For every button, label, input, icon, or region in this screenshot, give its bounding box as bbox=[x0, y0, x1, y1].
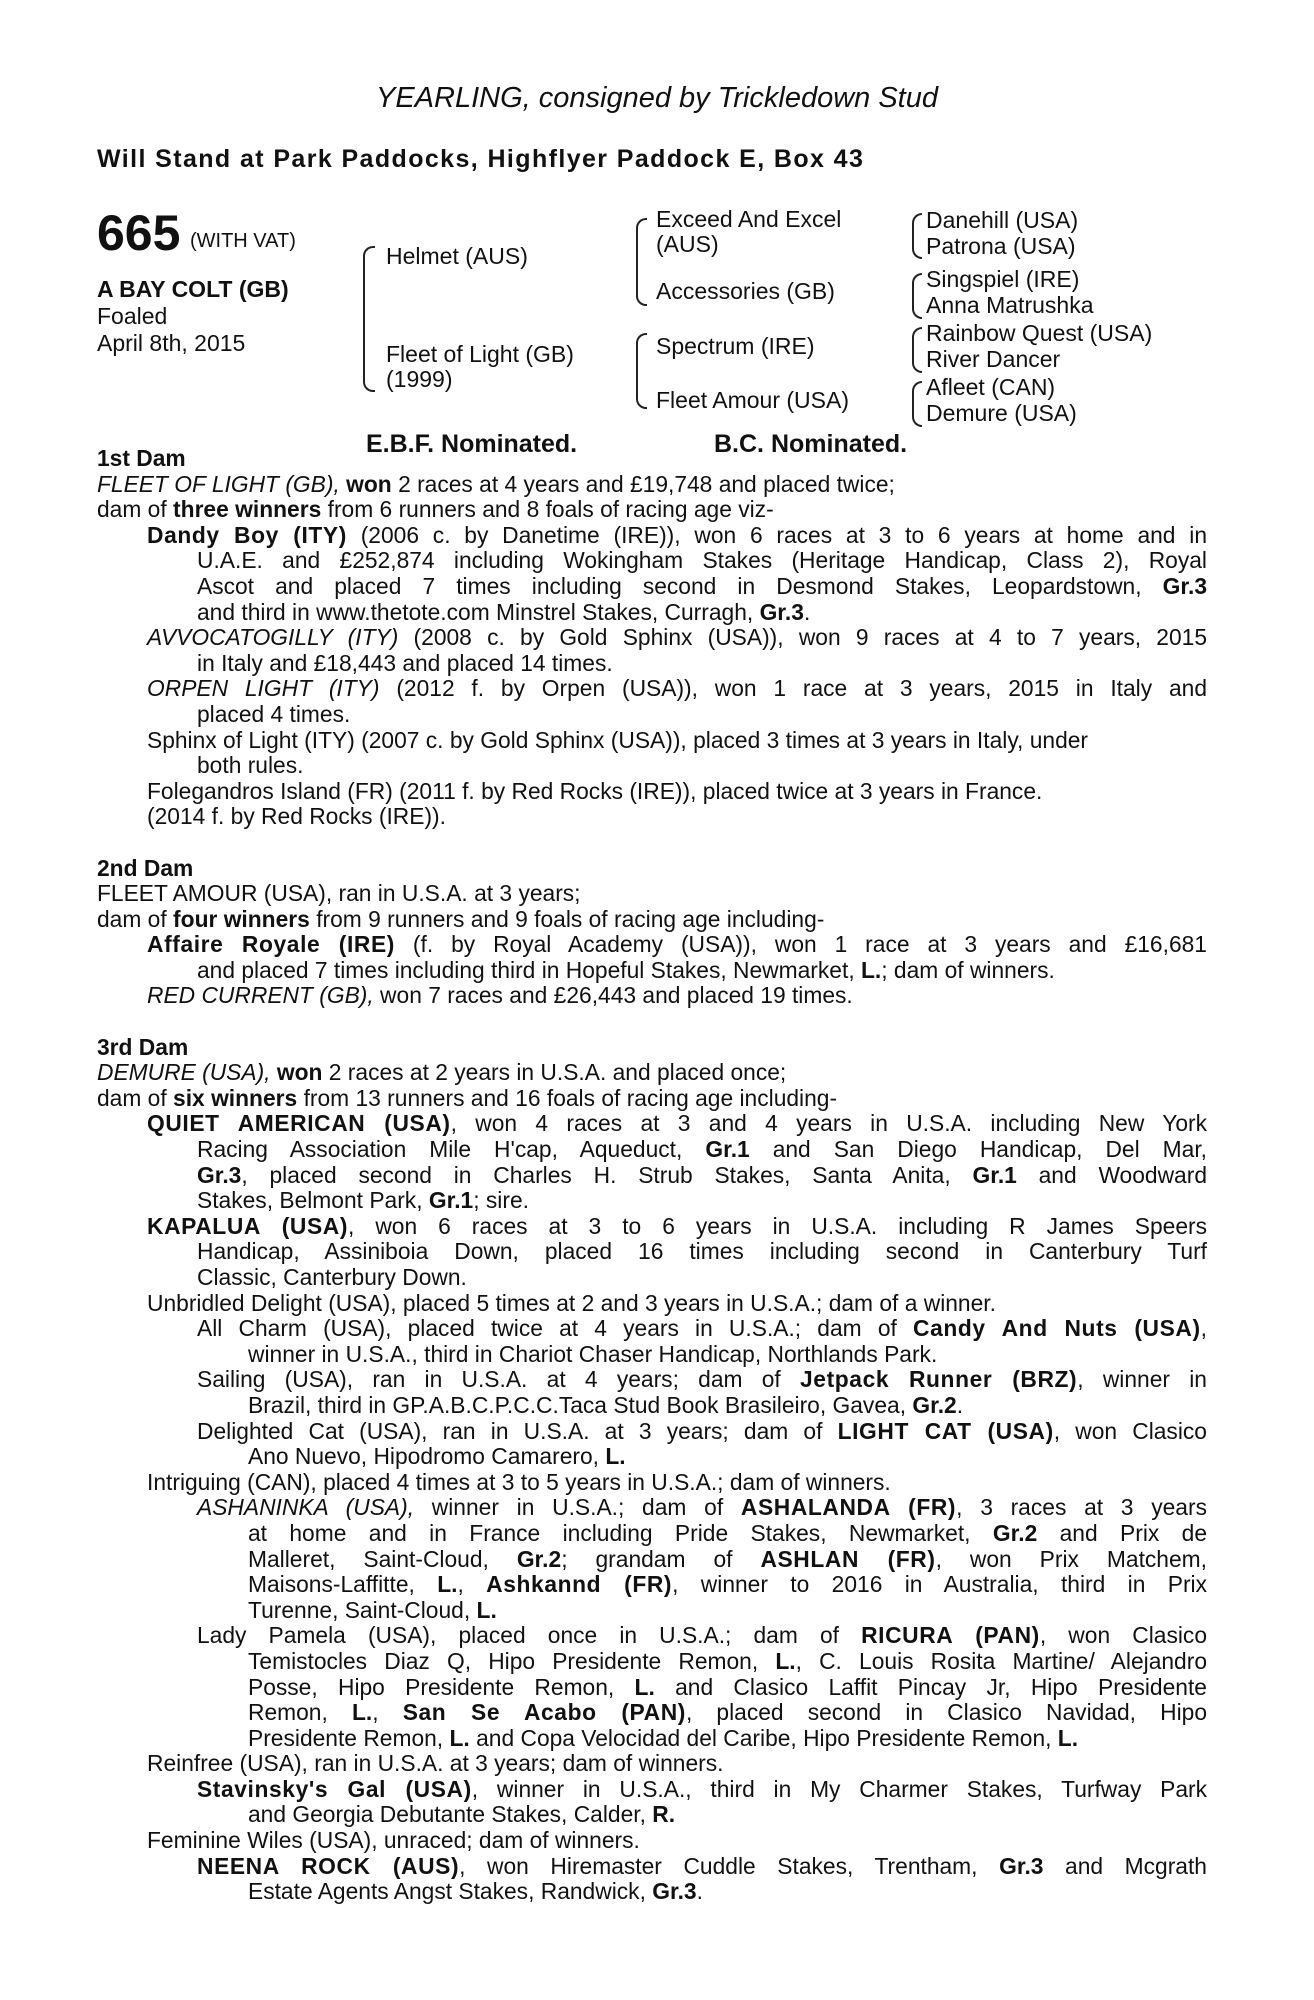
vat-note: (WITH VAT) bbox=[190, 230, 296, 252]
text-line: All Charm (USA), placed twice at 4 years in U.S.A.; dam of Candy And Nuts (USA), bbox=[197, 1315, 1207, 1342]
text-line: Lady Pamela (USA), placed once in U.S.A.; dam of RICURA (PAN), won Clasico bbox=[197, 1622, 1207, 1649]
text-line: DEMURE (USA), won 2 races at 2 years in U.S.A. and placed once; bbox=[97, 1059, 787, 1086]
text-line: KAPALUA (USA), won 6 races at 3 to 6 years in U.S.A. including R James Speers bbox=[147, 1212, 1207, 1239]
text-line: winner in U.S.A., third in Chariot Chaser Handicap, Northlands Park. bbox=[248, 1340, 938, 1367]
bracket-gen3-1 bbox=[912, 213, 922, 259]
text-line: Turenne, Saint-Cloud, L. bbox=[248, 1596, 497, 1623]
text-line: ORPEN LIGHT (ITY) (2012 f. by Orpen (USA)), won 1 race at 3 years, 2015 in Italy and bbox=[147, 675, 1207, 702]
text-line: Malleret, Saint-Cloud, Gr.2; grandam of ASHLAN (FR), won Prix Matchem, bbox=[248, 1545, 1207, 1572]
text-line: Gr.3, placed second in Charles H. Strub Stakes, Santa Anita, Gr.1 and Woodward bbox=[197, 1161, 1207, 1188]
text-line: Posse, Hipo Presidente Remon, L. and Clasico Laffit Pincay Jr, Hipo Presidente bbox=[248, 1673, 1207, 1700]
text-line: at home and in France including Pride Stakes, Newmarket, Gr.2 and Prix de bbox=[248, 1519, 1208, 1546]
text-line: Feminine Wiles (USA), unraced; dam of winners. bbox=[147, 1827, 640, 1854]
text-line: in Italy and £18,443 and placed 14 times. bbox=[197, 649, 613, 676]
location-line: Will Stand at Park Paddocks, Highflyer Paddock E, Box 43 bbox=[97, 145, 865, 173]
text-line: U.A.E. and £252,874 including Wokingham Stakes (Heritage Handicap, Class 2), Royal bbox=[197, 547, 1207, 574]
ped-sire: Helmet (AUS) bbox=[386, 243, 528, 269]
lot-number: 665 bbox=[97, 205, 181, 261]
text-line: Remon, L., San Se Acabo (PAN), placed second in Clasico Navidad, Hipo bbox=[248, 1699, 1208, 1726]
text-line: Presidente Remon, L. and Copa Velocidad del Caribe, Hipo Presidente Remon, L. bbox=[248, 1724, 1079, 1751]
text-line: ASHANINKA (USA), winner in U.S.A.; dam of ASHALANDA (FR), 3 races at 3 years bbox=[197, 1494, 1207, 1521]
bracket-sire-dam bbox=[363, 246, 375, 392]
text-line: Intriguing (CAN), placed 4 times at 3 to 5 years in U.S.A.; dam of winners. bbox=[147, 1468, 891, 1495]
ped-dam-line2: (1999) bbox=[386, 366, 453, 392]
ped-gen3-4: Anna Matrushka bbox=[926, 292, 1094, 318]
text-line: Estate Agents Angst Stakes, Randwick, Gr.3. bbox=[248, 1878, 703, 1905]
bracket-sire-parents bbox=[636, 218, 647, 306]
text-line: both rules. bbox=[197, 752, 304, 779]
ped-gen3-8: Demure (USA) bbox=[926, 400, 1077, 426]
text-line: Classic, Canterbury Down. bbox=[197, 1264, 467, 1290]
text-line: Sphinx of Light (ITY) (2007 c. by Gold Sphinx (USA)), placed 3 times at 3 years in Italy, under bbox=[147, 726, 1089, 753]
text-line: and Georgia Debutante Stakes, Calder, R. bbox=[248, 1801, 676, 1828]
text-line: Delighted Cat (USA), ran in U.S.A. at 3 years; dam of LIGHT CAT (USA), won Clasico bbox=[197, 1417, 1207, 1444]
ped-sires-sire-line2: (AUS) bbox=[656, 231, 719, 257]
text-line: placed 4 times. bbox=[197, 700, 351, 727]
bracket-gen3-2 bbox=[912, 273, 922, 319]
lot-description: A BAY COLT (GB) bbox=[97, 276, 289, 302]
ebf-nominated: E.B.F. Nominated. bbox=[366, 430, 578, 458]
bracket-dam-parents bbox=[636, 333, 647, 409]
ped-dams-sire: Spectrum (IRE) bbox=[656, 333, 815, 359]
text-line: Folegandros Island (FR) (2011 f. by Red Rocks (IRE)), placed twice at 3 years in France. bbox=[147, 777, 1043, 804]
text-line: Maisons-Laffitte, L., Ashkannd (FR), winner to 2016 in Australia, third in Prix bbox=[248, 1571, 1208, 1598]
text-line: Racing Association Mile H'cap, Aqueduct, Gr.1 and San Diego Handicap, Del Mar, bbox=[197, 1136, 1207, 1163]
foaled-label: Foaled bbox=[97, 303, 168, 329]
ped-gen3-7: Afleet (CAN) bbox=[926, 374, 1056, 400]
ped-gen3-5: Rainbow Quest (USA) bbox=[926, 320, 1153, 346]
text-line: (2014 f. by Red Rocks (IRE)). bbox=[147, 803, 446, 830]
ped-gen3-3: Singspiel (IRE) bbox=[926, 266, 1080, 292]
text-line: AVVOCATOGILLY (ITY) (2008 c. by Gold Sphinx (USA)), won 9 races at 4 to 7 years, 2015 bbox=[147, 624, 1208, 651]
text-line: Stakes, Belmont Park, Gr.1; sire. bbox=[197, 1187, 529, 1214]
text-line: Affaire Royale (IRE) (f. by Royal Academy (USA)), won 1 race at 3 years and £16,681 bbox=[147, 931, 1207, 958]
ped-dam-line1: Fleet of Light (GB) bbox=[386, 341, 574, 367]
text-line: dam of six winners from 13 runners and 16 foals of racing age including- bbox=[97, 1084, 838, 1111]
text-line: Brazil, third in GP.A.B.C.P.C.C.Taca Stud Book Brasileiro, Gavea, Gr.2. bbox=[248, 1391, 964, 1418]
ped-dams-dam: Fleet Amour (USA) bbox=[656, 387, 849, 413]
text-line: Handicap, Assiniboia Down, placed 16 times including second in Canterbury Turf bbox=[197, 1238, 1207, 1265]
text-line: Dandy Boy (ITY) (2006 c. by Danetime (IRE)), won 6 races at 3 to 6 years at home and in bbox=[147, 521, 1207, 548]
text-line: FLEET OF LIGHT (GB), won 2 races at 4 years and £19,748 and placed twice; bbox=[97, 470, 895, 497]
bracket-gen3-4 bbox=[912, 381, 922, 427]
text-line: Ascot and placed 7 times including second in Desmond Stakes, Leopardstown, Gr.3 bbox=[197, 572, 1207, 599]
text-line: FLEET AMOUR (USA), ran in U.S.A. at 3 years; bbox=[97, 880, 581, 907]
spacer bbox=[97, 1009, 1207, 1035]
text-line: dam of three winners from 6 runners and 8 foals of racing age viz- bbox=[97, 496, 774, 523]
spacer bbox=[97, 830, 1207, 856]
text-line: Reinfree (USA), ran in U.S.A. at 3 years; dam of winners. bbox=[147, 1750, 724, 1777]
ped-gen3-1: Danehill (USA) bbox=[926, 207, 1079, 233]
ped-sires-dam: Accessories (GB) bbox=[656, 278, 835, 304]
page-title: YEARLING, consigned by Trickledown Stud bbox=[375, 82, 938, 114]
text-line: RED CURRENT (GB), won 7 races and £26,443 and placed 19 times. bbox=[147, 982, 853, 1009]
text-line: Temistocles Diaz Q, Hipo Presidente Remon, L., C. Louis Rosita Martine/ Alejandro bbox=[248, 1647, 1207, 1674]
text-line: and third in www.thetote.com Minstrel Stakes, Curragh, Gr.3. bbox=[197, 598, 811, 625]
text-line: Unbridled Delight (USA), placed 5 times at 2 and 3 years in U.S.A.; dam of a winner. bbox=[147, 1289, 996, 1316]
text-line: dam of four winners from 9 runners and 9 foals of racing age including- bbox=[97, 905, 825, 932]
foaled-date: April 8th, 2015 bbox=[97, 330, 246, 356]
bc-nominated: B.C. Nominated. bbox=[714, 430, 908, 458]
text-line: Stavinsky's Gal (USA), winner in U.S.A., third in My Charmer Stakes, Turfway Park bbox=[197, 1775, 1208, 1802]
second-dam-title: 2nd Dam bbox=[97, 854, 194, 881]
text-line: and placed 7 times including third in Hopeful Stakes, Newmarket, L.; dam of winners. bbox=[197, 956, 1055, 983]
text-line: NEENA ROCK (AUS), won Hiremaster Cuddle Stakes, Trentham, Gr.3 and Mcgrath bbox=[197, 1852, 1207, 1879]
catalogue-body bbox=[97, 446, 1207, 1905]
text-line: QUIET AMERICAN (USA), won 4 races at 3 and 4 years in U.S.A. including New York bbox=[147, 1110, 1207, 1137]
text-line: Ano Nuevo, Hipodromo Camarero, L. bbox=[248, 1443, 626, 1470]
third-dam-title: 3rd Dam bbox=[97, 1033, 189, 1060]
ped-sires-sire-line1: Exceed And Excel bbox=[656, 206, 842, 232]
first-dam-title: 1st Dam bbox=[97, 445, 186, 471]
text-line: Sailing (USA), ran in U.S.A. at 4 years; dam of Jetpack Runner (BRZ), winner in bbox=[197, 1366, 1207, 1393]
ped-gen3-6: River Dancer bbox=[926, 346, 1061, 372]
ped-gen3-2: Patrona (USA) bbox=[926, 233, 1076, 259]
bracket-gen3-3 bbox=[912, 327, 922, 373]
